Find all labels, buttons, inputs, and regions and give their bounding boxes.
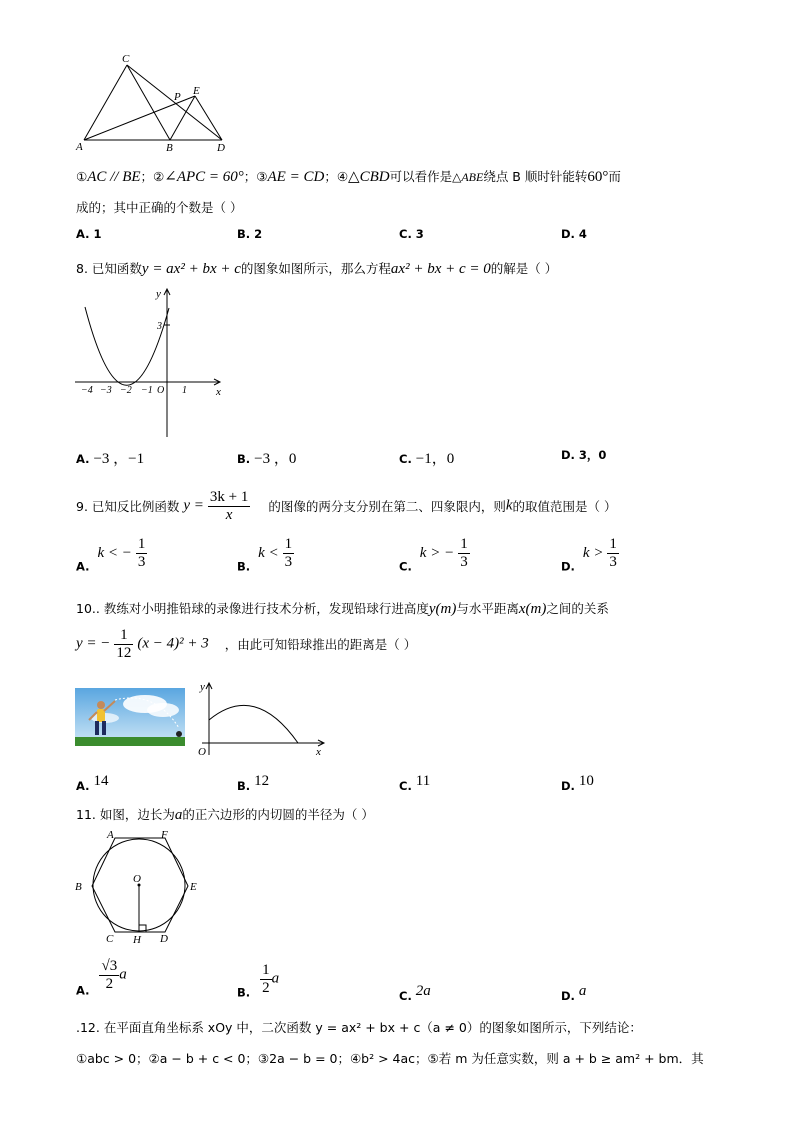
q11-label-f: F <box>161 829 168 841</box>
fig7-label-c: C <box>122 53 130 65</box>
q7-line2: 成的；其中正确的个数是（ ） <box>76 200 243 215</box>
q11-label-d: D <box>160 933 168 945</box>
fig7-label-d: D <box>217 142 225 154</box>
q7-statements: ①AC // BE；②∠APC = 60°；③AE = CD；④△CBD可以看作是△ABE绕点 B 顺时针能转60°而 <box>76 169 621 185</box>
q7-option-d[interactable]: D. 4 <box>561 227 587 241</box>
q8-option-c[interactable]: C. −1，0 <box>399 451 455 467</box>
q11-option-a[interactable]: A. $\frac{√3}{2}$ a <box>76 958 127 998</box>
fig7-label-b: B <box>166 142 173 154</box>
q10-formula-line: y = − $\frac{1}{12}$ (x − 4)² + 3 ，由此可知铅球推出的距离是（ ） <box>76 627 417 661</box>
q8-x-tick-neg4: −4 <box>81 385 93 396</box>
q11-option-d[interactable]: D. a <box>561 983 587 1003</box>
q11-label-o: O <box>133 873 141 885</box>
q11-question: 11. 如图，边长为a的正六边形的内切圆的半径为（ ） <box>76 807 374 823</box>
q9-question: 9. 已知反比例函数 y = $\frac{3k + 1}{x}$ 的图像的两分支分别在第二、四象限内，则k的取值范围是（ ） <box>76 489 617 523</box>
q7-statement-2: ∠APC = 60° <box>164 169 244 185</box>
q8-y-label: y <box>156 288 161 300</box>
q8-x-tick-neg2: −2 <box>120 385 132 396</box>
q10-trajectory-graph <box>192 678 332 758</box>
q10-option-b[interactable]: B. 12 <box>237 773 270 793</box>
q11-label-e: E <box>190 881 197 893</box>
q10-option-c[interactable]: C. 11 <box>399 773 431 793</box>
q8-option-b[interactable]: B. −3 ，0 <box>237 451 297 467</box>
q11-label-b: B <box>75 881 82 893</box>
q10-x-label: x <box>316 746 321 758</box>
q8-option-a[interactable]: A. −3 ，−1 <box>76 451 145 467</box>
q11-hexagon-figure <box>70 826 215 948</box>
q8-origin-label: O <box>157 385 165 396</box>
q10-shotput-photo <box>75 688 185 746</box>
q10-question: 10.. 教练对小明推铅球的录像进行技术分析，发现铅球行进高度y(m)与水平距离x(m)之间的关系 <box>76 601 609 617</box>
fig7-label-a: A <box>76 141 83 153</box>
q9-option-d[interactable]: D. k > $\frac{1}{3}$ <box>561 536 617 574</box>
q12-question-line2: ①abc > 0；②a − b + c < 0；③2a − b = 0；④b² > 4ac；⑤若 m 为任意实数，则 a + b ≥ am² + bm．其 <box>76 1051 704 1066</box>
q9-option-b[interactable]: B. k < $\frac{1}{3}$ <box>237 536 293 574</box>
q11-option-b[interactable]: B. $\frac{1}{2}$ a <box>237 962 280 1000</box>
q8-y-tick-3: 3 <box>157 321 162 332</box>
q8-question: 8. 已知函数y = ax² + bx + c的图象如图所示，那么方程ax² + bx + c = 0的解是（ ） <box>76 261 558 277</box>
q7-option-a[interactable]: A. 1 <box>76 227 102 241</box>
q8-x-tick-1: 1 <box>182 385 187 396</box>
q7-option-b[interactable]: B. 2 <box>237 227 263 241</box>
q11-label-h: H <box>133 934 141 946</box>
q9-option-a[interactable]: A. k < − $\frac{1}{3}$ <box>76 536 146 574</box>
q10-option-d[interactable]: D. 10 <box>561 773 594 793</box>
q7-statement-3: AE = CD <box>267 169 325 185</box>
q7-statement-1: AC // BE <box>87 169 141 185</box>
q8-x-label: x <box>216 386 221 398</box>
q12-question-line1: .12. 在平面直角坐标系 xOy 中，二次函数 y = ax² + bx + c（a ≠ 0）的图象如图所示，下列结论： <box>76 1020 642 1035</box>
fig7-label-p: P <box>174 91 181 103</box>
q10-option-a[interactable]: A. 14 <box>76 773 109 793</box>
q8-x-tick-neg3: −3 <box>100 385 112 396</box>
q9-option-c[interactable]: C. k > − $\frac{1}{3}$ <box>399 536 468 574</box>
q9-fraction: $\frac{3k + 1}{x}$ <box>209 489 249 523</box>
q10-origin-label: O <box>198 746 206 758</box>
q11-label-a: A <box>107 829 114 841</box>
q7-triangle-figure <box>70 50 240 160</box>
q11-option-c[interactable]: C. 2a <box>399 983 431 1003</box>
q7-option-c[interactable]: C. 3 <box>399 227 424 241</box>
q7-statement-4a: △CBD <box>348 169 390 185</box>
q10-y-label: y <box>200 681 205 693</box>
q8-parabola-graph <box>70 285 230 440</box>
fig7-label-e: E <box>193 85 200 97</box>
q8-x-tick-neg1: −1 <box>141 385 153 396</box>
q8-option-d[interactable]: D. 3，0 <box>561 448 607 462</box>
q11-label-c: C <box>106 933 114 945</box>
